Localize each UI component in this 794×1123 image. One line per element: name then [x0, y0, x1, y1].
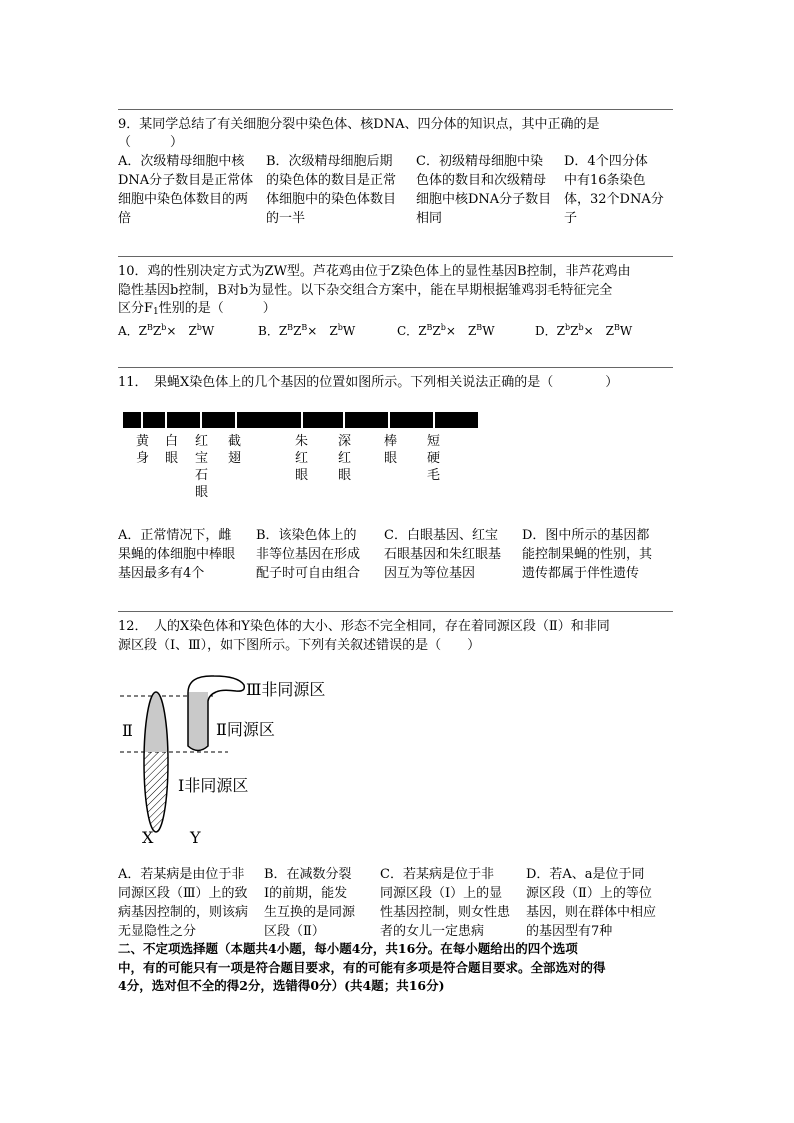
- q11-option-a[interactable]: A．正常情况下，雌 果蝇的体细胞中棒眼 基因最多有4个: [118, 528, 236, 581]
- q11-option-b[interactable]: B．该染色体上的 非等位基因在形成 配子时可自由组合: [256, 528, 361, 581]
- label-II-left: Ⅱ: [122, 721, 133, 740]
- gene-label-short-bristle: 短 硬 毛: [426, 434, 440, 483]
- label-X: X: [142, 828, 154, 847]
- gene-label-yellow-body: 黄 身: [135, 434, 149, 466]
- divider-q9: [118, 109, 673, 110]
- q11-stem: 11． 果蝇X染色体上的几个基因的位置如图所示。下列相关说法正确的是（ ）: [118, 375, 619, 390]
- xy-chromosome-figure: [118, 665, 378, 855]
- q10-stem-line3: 区分$F_1$性别的是（ ）: [118, 301, 276, 317]
- x-chromosome-gene-bar: [123, 412, 478, 428]
- q11-option-c[interactable]: C．白眼基因、红宝 石眼基因和朱红眼基 因互为等位基因: [384, 528, 502, 581]
- label-I-nonhomologous: Ⅰ非同源区: [178, 776, 249, 795]
- label-II-homologous: Ⅱ同源区: [216, 720, 275, 739]
- divider-q12: [118, 611, 673, 612]
- gene-label-white-eye: 白 眼: [164, 434, 178, 466]
- q9-option-c[interactable]: C．初级精母细胞中染 色体的数目和次级精母 细胞中核DNA分子数目 相同: [416, 154, 552, 226]
- q12-option-c[interactable]: C．若某病是位于非 同源区段（Ⅰ）上的显 性基因控制，则女性患 者的女儿一定患病: [380, 867, 511, 939]
- q12-option-a[interactable]: A．若某病是由位于非 同源区段（Ⅲ）上的致 病基因控制的，则该病 无显隐性之分: [118, 867, 249, 939]
- q12-stem-line1: 12． 人的X染色体和Y染色体的大小、形态不完全相同，存在着同源区段（Ⅱ）和非同: [118, 619, 610, 634]
- q12-option-d[interactable]: D．若A、a是位于同 源区段（Ⅱ）上的等位 基因，则在群体中相应 的基因型有7种: [526, 867, 657, 939]
- q9-stem-line2: （ ）: [118, 135, 184, 150]
- y-chromosome-shape: [188, 676, 244, 751]
- section2-heading-line2: 中，有的可能只有一项是符合题目要求，有的可能有多项是符合题目要求。全部选对的得: [118, 960, 606, 975]
- gene-label-ruby-eye: 红 宝 石 眼: [194, 434, 208, 500]
- q9-stem-line1: 9．某同学总结了有关细胞分裂中染色体、核DNA、四分体的知识点，其中正确的是: [118, 117, 600, 132]
- gene-label-carmine-eye: 深 红 眼: [337, 434, 351, 483]
- gene-label-vermilion-eye: 朱 红 眼: [294, 434, 308, 483]
- gene-label-bar-eye: 棒 眼: [383, 434, 397, 466]
- q10-option-a[interactable]: A．$Z^BZ^b\times$ $Z^bW$: [118, 323, 215, 338]
- q10-stem-line1: 10．鸡的性别决定方式为ZW型。芦花鸡由位于Z染色体上的显性基因B控制，非芦花鸡由: [118, 264, 631, 279]
- section2-heading-line1: 二、不定项选择题（本题共4小题，每小题4分，共16分。在每小题给出的四个选项: [118, 941, 578, 956]
- section2-heading-line3: 4分，选对但不全的得2分，选错得0分）(共4题；共16分): [118, 978, 445, 993]
- q12-option-b[interactable]: B．在减数分裂 Ⅰ的前期，能发 生互换的是同源 区段（Ⅱ）: [264, 867, 356, 939]
- q11-option-d[interactable]: D．图中所示的基因都 能控制果蝇的性别，其 遗传都属于伴性遗传: [522, 528, 653, 581]
- label-Y: Y: [190, 828, 201, 847]
- q9-option-b[interactable]: B．次级精母细胞后期 的染色体的数目是正常 体细胞中的染色体数目 的一半: [266, 154, 397, 226]
- divider-q10: [118, 256, 673, 257]
- q10-option-c[interactable]: C．$Z^BZ^b\times$ $Z^BW$: [397, 323, 495, 338]
- q10-stem-line2: 隐性基因b控制，B对b为显性。以下杂交组合方案中，能在早期根据雏鸡羽毛特征完全: [118, 283, 613, 298]
- gene-label-cut-wing: 截 翅: [227, 434, 241, 466]
- divider-q11: [118, 367, 673, 368]
- q12-stem-line2: 源区段（Ⅰ、Ⅲ），如下图所示。下列有关叙述错误的是（ ）: [118, 638, 481, 653]
- label-III-nonhomologous: Ⅲ非同源区: [246, 680, 326, 699]
- q9-option-a[interactable]: A．次级精母细胞中核 DNA分子数目是正常体 细胞中染色体数目的两 倍: [118, 154, 254, 226]
- x-chromosome-shape: [138, 692, 174, 834]
- q10-option-b[interactable]: B．$Z^BZ^B\times$ $Z^bW$: [258, 323, 356, 338]
- q10-option-d[interactable]: D．$Z^bZ^b\times$ $Z^BW$: [535, 323, 633, 338]
- q9-option-d[interactable]: D．4个四分体 中有16条染色 体，32个DNA分 子: [564, 154, 664, 226]
